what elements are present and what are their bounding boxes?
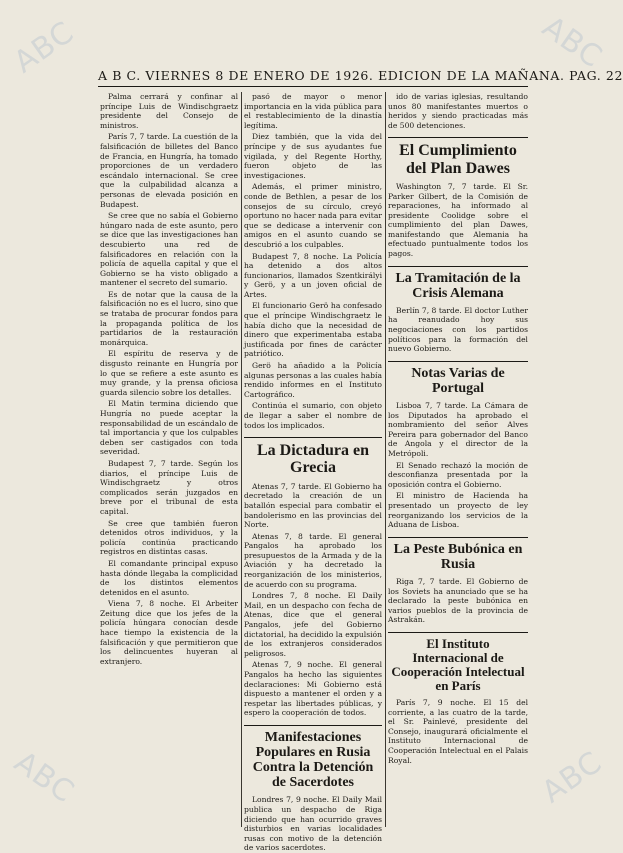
col2-paragraph: Continúa el sumario, con objeto de llegar a saber el nombre de todos los implicados.: [244, 401, 382, 430]
col2-paragraph: Diez también, que la vida del príncipe y de sus ayudantes fue vigilada, y del Regente Horthy, fueron objeto de las investigaciones.: [244, 132, 382, 180]
col1-paragraph: Palma cerrará y confinar al príncipe Luis de Windischgraetz presidente del Consejo de ministros.: [100, 92, 238, 130]
col2-paragraph: Londres 7, 9 noche. El Daily Mail publica un despacho de Riga diciendo que han ocurrido graves disturbios en varias localidades rusas con motivo de la detención de varios sacerdotes.: [244, 795, 382, 853]
col1-paragraph: Se cree que también fueron detenidos otros individuos, y la policía continúa practicando registros en distintas casas.: [100, 518, 238, 557]
col2-paragraph: Gerö ha añadido a la Policía algunas personas a las cuales había rendido informes en el Instituto Cartográfico.: [244, 361, 382, 399]
col1-paragraph: Viena 7, 8 noche. El Arbeiter Zeitung dice que los jefes de la policía húngara conocían desde hace tiempo la existencia de la falsificación y que permitieron que los delincuentes huyeran al extranjero.: [100, 599, 238, 666]
col2-paragraph: Además, el primer ministro, conde de Bethlen, a pesar de los consejos de su círculo, creyó oportuno no hacer nada para evitar que se dedicase a intervenir con amigos en el asunto cuando se descubrió a los culpables.: [244, 182, 382, 249]
watermark-bottom-left: ABC: [7, 744, 81, 811]
col2-paragraph: Atenas 7, 9 noche. El general Pangalos ha hecho las siguientes declaraciones: Mi Gobierno está dispuesto a mantener el orden y a respetar las libertades públicas, y espero la cooperación de todos.: [244, 660, 382, 718]
col1-paragraph: El comandante principal expuso hasta dónde llegaba la complicidad de los distintos elementos detenidos en el asunto.: [100, 558, 238, 597]
column-3: [388, 92, 528, 827]
col3-paragraph: Riga 7, 7 tarde. El Gobierno de los Soviets ha anunciado que se ha declarado la peste bubónica en varios pueblos de la provincia de Astrakán.: [388, 577, 528, 625]
col2-paragraph: El funcionario Gerö ha confesado que el príncipe Windischgraetz le había dicho que la necesidad de dinero que experimentaba estaba justificada por fines de carácter patriótico.: [244, 301, 382, 359]
col3-paragraph: Berlín 7, 8 tarde. El doctor Luther ha reanudado hoy sus negociaciones con los partidos políticos para la formación del nuevo Gobierno.: [388, 305, 528, 354]
watermark-top-right: ABC: [535, 9, 609, 76]
col2-paragraph: Londres 7, 8 noche. El Daily Mail, en un despacho con fecha de Atenas, dice que el general Pangalos, jefe del Gobierno dictatorial, ha decidido la expulsión de los extranjeros considerados peligrosos.: [244, 591, 382, 658]
col1-paragraph: Es de notar que la causa de la falsificación no es el lucro, sino que se trataba de procurar fondos para la propaganda política de los partidarios de la restauración monárquica.: [100, 289, 238, 347]
col2-paragraph: Atenas 7, 8 tarde. El general Pangalos ha aprobado los presupuestos de la Armada y de la Aviación y ha decretado la reorganización de los ministerios, de acuerdo con su programa.: [244, 531, 382, 589]
col1-paragraph: Budapest 7, 7 tarde. Según los diarios, el príncipe Luis de Windischgraetz y otros complicados serán juzgados en breve por el tribunal de esta capital.: [100, 458, 238, 516]
column-2: [244, 92, 382, 853]
headline-notas-portugal: Notas Varias de Portugal: [388, 361, 528, 396]
col3-paragraph: Washington 7, 7 tarde. El Sr. Parker Gilbert, de la Comisión de reparaciones, ha informado al presidente Coolidge sobre el cumplimiento del plan Dawes, manifestando que Alemania ha efectuado puntualmente todos los pagos.: [388, 181, 528, 259]
column-1: [100, 92, 238, 827]
watermark-top-left: ABC: [7, 14, 81, 81]
headline-crisis-alemana: La Tramitación de la Crisis Alemana: [388, 266, 528, 301]
col2-paragraph: Budapest 7, 8 noche. La Policía ha detenido a dos altos funcionarios, llamados Szentkirályi y Gerö, y a un joven oficial de Artes.: [244, 251, 382, 299]
col2-paragraph: pasó de mayor o menor importancia en la vida pública para el restablecimiento de la dinastía legítima.: [244, 92, 382, 130]
col3-paragraph: París 7, 9 noche. El 15 del corriente, a las cuatro de la tarde, el Sr. Painlevé, presidente del Consejo, inaugurará oficialmente el Instituto Internacional de Cooperación Intelectual en el Palais Royal.: [388, 698, 528, 765]
headline-peste-rusia: La Peste Bubónica en Rusia: [388, 537, 528, 572]
column-rule-2: [385, 92, 386, 827]
col3-paragraph: El Senado rechazó la moción de desconfianza presentada por la oposición contra el Gobierno.: [388, 460, 528, 489]
headline-dictadura-grecia: La Dictadura en Grecia: [244, 437, 382, 477]
headline-instituto-cooperacion: El Instituto Internacional de Cooperación Intelectual en París: [388, 632, 528, 693]
page-header: A B C. VIERNES 8 DE ENERO DE 1926. EDICION DE LA MAÑANA. PAG. 22: [98, 68, 528, 87]
watermark-bottom-right: ABC: [535, 744, 609, 811]
headline-manifestaciones-rusia: Manifestaciones Populares en Rusia Contra la Detención de Sacerdotes: [244, 725, 382, 790]
col1-paragraph: El espíritu de reserva y de disgusto reinante en Hungría por lo que se refiere a este asunto es muy grande, y la prensa oficiosa guarda silencio sobre los detalles.: [100, 349, 238, 397]
col3-paragraph: ido de varias iglesias, resultando unos 80 manifestantes muertos o heridos y siendo practicadas más de 500 detenciones.: [388, 92, 528, 130]
column-rule-1: [241, 92, 242, 827]
col1-paragraph: París 7, 7 tarde. La cuestión de la falsificación de billetes del Banco de Francia, en Hungría, ha tomado proporciones de un verdadero escándalo internacional. Se cree que la culpabilidad alcanza a personas de elevada posición en Budapest.: [100, 132, 238, 209]
col1-paragraph: Se cree que no sabía el Gobierno húngaro nada de este asunto, pero se dice que las investigaciones han descubierto una red de falsificadores en relación con la policía de aquella capital y que el Gobierno se ha visto obligado a mantener el secreto del sumario.: [100, 211, 238, 288]
col3-paragraph: El ministro de Hacienda ha presentado un proyecto de ley reorganizando los servicios de la Aduana de Lisboa.: [388, 491, 528, 530]
col2-paragraph: Atenas 7, 7 tarde. El Gobierno ha decretado la creación de un batallón especial para combatir el bandolerismo en las provincias del Norte.: [244, 481, 382, 530]
col3-paragraph: Lisboa 7, 7 tarde. La Cámara de los Diputados ha aprobado el nombramiento del señor Alves Pereira para gobernador del Banco de Angola y el director de la Metrópoli.: [388, 401, 528, 459]
col1-paragraph: El Matin termina diciendo que Hungría no puede aceptar la responsabilidad de un escándalo de tal importancia y que los culpables deben ser castigados con toda severidad.: [100, 399, 238, 457]
headline-plan-dawes: El Cumplimiento del Plan Dawes: [388, 137, 528, 177]
